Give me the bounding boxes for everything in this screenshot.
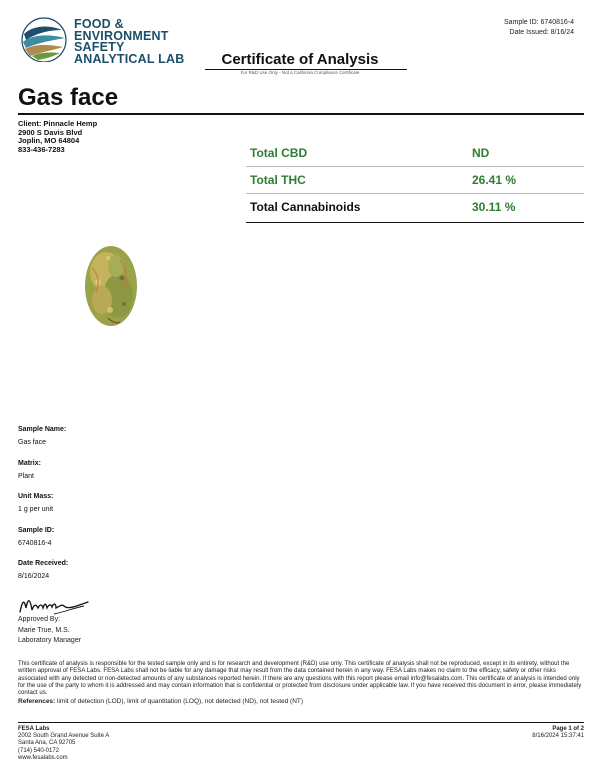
page-number: Page 1 of 2 [552, 726, 584, 732]
references-text: limit of detection (LOD), limit of quantitation (LOQ), not detected (ND), not tested (NT) [57, 698, 304, 705]
footer-address-1: 2002 South Grand Avenue Suite A [18, 733, 110, 740]
summary-label: Total CBD [250, 146, 308, 160]
report-timestamp: 8/16/2024 15:37:41 [532, 733, 584, 740]
info-label: Sample ID: [18, 526, 55, 534]
footer-address-2: Santa Ana, CA 92705 [18, 740, 76, 747]
lab-name-line: SAFETY [74, 40, 125, 54]
references [18, 698, 303, 705]
approver-title: Laboratory Manager [18, 637, 82, 644]
info-value: Gas face [18, 439, 47, 446]
info-item [18, 526, 68, 549]
info-value: 1 g per unit [18, 506, 54, 513]
info-value: 6740816-4 [18, 539, 52, 547]
product-name: Gas face [18, 84, 119, 111]
summary-label: Total Cannabinoids [250, 200, 361, 214]
summary-row [246, 194, 584, 223]
lab-name-line: FOOD & [74, 17, 124, 31]
client-address-2: Joplin, MO 64804 [18, 136, 80, 145]
client-name: Client: Pinnacle Hemp [18, 119, 98, 128]
info-item [18, 459, 68, 482]
info-value: Plant [18, 472, 34, 480]
info-value: 8/16/2024 [18, 573, 50, 580]
approver-name: Marie True, M.S. [18, 626, 70, 634]
footer-address [18, 726, 109, 762]
footer-divider [18, 722, 584, 723]
info-item [18, 425, 68, 448]
sample-id-line: Sample ID: 6740816-4 [503, 19, 574, 26]
cannabinoid-summary [246, 140, 584, 223]
signature-icon [18, 594, 92, 616]
footer-lab-name: FESA Labs [18, 726, 50, 732]
sample-meta [504, 18, 574, 38]
lab-name-line: ANALYTICAL LAB [74, 51, 185, 66]
references-label: References: [18, 698, 56, 705]
footer-website: www.fesalabs.com [18, 754, 68, 761]
client-address-1: 2900 S Davis Blvd [18, 127, 83, 137]
approved-by-label: Approved By: [18, 616, 61, 623]
disclaimer: For R&D Use Only - Not a California Compliance Certificate [240, 70, 360, 75]
footer-page-info [532, 726, 584, 740]
divider [18, 113, 584, 115]
info-item [18, 559, 68, 582]
product-photo [78, 238, 144, 332]
document-title-text: Certificate of Analysis [221, 51, 379, 68]
sample-info [18, 425, 68, 593]
summary-row [246, 140, 584, 167]
info-label: Matrix: [18, 459, 41, 467]
summary-row [246, 167, 584, 194]
info-label: Sample Name: [18, 426, 67, 433]
footer-phone: (714) 540-0172 [18, 747, 60, 754]
document-title [0, 51, 600, 68]
info-label: Unit Mass: [18, 493, 54, 500]
summary-value: ND [472, 146, 490, 160]
summary-value: 26.41 % [472, 173, 517, 187]
summary-label: Total THC [250, 173, 306, 187]
info-item [18, 492, 68, 515]
date-issued-line: Date Issued: 8/16/24 [509, 29, 574, 36]
client-info [18, 120, 97, 154]
legal-statement: This certificate of analysis is responsible for the tested sample only and is for research and development (R&D) use only. This certificate of analysis shall not be reproduced, except in its entirety, without the written approval of FESA Labs. FESA Labs shall not be liable for any damage that may result from the data contained herein in any way. FESA Labs makes no claim to the efficacy, safety or other risks associated with any detected or non-detected amounts of any substances reported herein. If there are any questions with this report please email info@fesalabs.com. This certificate of analysis is intended only for the use of the party to whom it is addressed and may contain information that is confidential or protected from disclosure under applicable law. If you have received this document in error, please immediately contact us. [18, 660, 582, 697]
info-label: Date Received: [18, 560, 69, 567]
summary-value: 30.11 % [472, 200, 516, 214]
approval-block [18, 615, 81, 647]
lab-name-line: ENVIRONMENT [74, 28, 169, 43]
client-phone: 833-436-7283 [18, 144, 65, 154]
